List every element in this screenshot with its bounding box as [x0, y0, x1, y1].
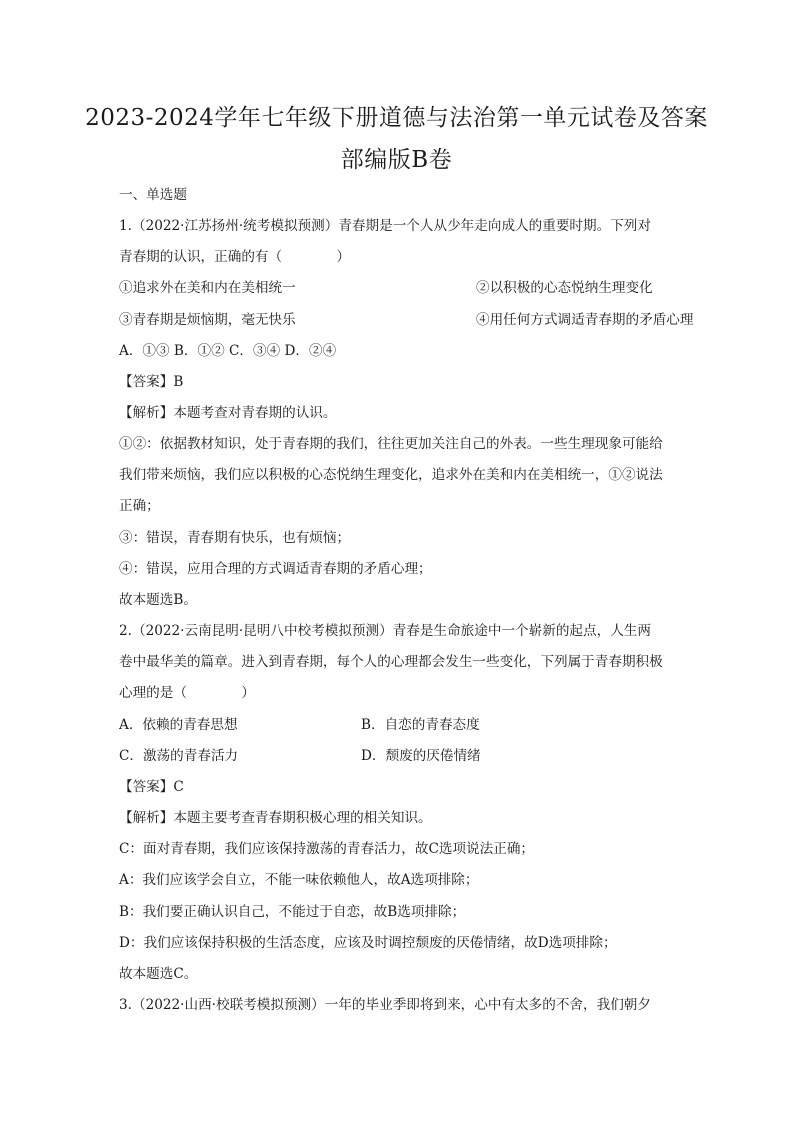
q1-explanation-line2: 我们带来烦恼，我们应以积极的心态悦纳生理变化，追求外在美和内在美相统一，①②说法: [119, 467, 663, 483]
q2-option-d: D．颓废的厌倦情绪: [361, 748, 481, 764]
q1-explanation-line1: ①②：依据教材知识，处于青春期的我们，往往更加关注自己的外表。一些生理现象可能给: [119, 436, 663, 452]
q2-option-a: A．依赖的青春思想: [119, 717, 238, 733]
q1-stem-line1: 1.（2022·江苏扬州·统考模拟预测）青春期是一个人从少年走向成人的重要时期。下列对: [119, 218, 651, 234]
q2-stem-line3: 心理的是（ ）: [119, 685, 255, 701]
q3-stem-line1: 3.（2022·山西·校联考模拟预测）一年的毕业季即将到来，心中有太多的不舍，我们朝夕: [119, 997, 651, 1013]
q2-option-c: C．激荡的青春活力: [119, 748, 239, 764]
document-subtitle: 部编版B卷: [340, 147, 453, 173]
q2-explanation-line4: D：我们应该保持积极的生活态度，应该及时调控颓废的厌倦情绪，故D选项排除；: [119, 935, 617, 951]
q1-stem-line2: 青春期的认识，正确的有（ ）: [119, 249, 351, 265]
q2-option-row2: [119, 747, 481, 765]
q2-explanation-line2: A：我们应该学会自立，不能一味依赖他人，故A选项排除；: [119, 872, 479, 888]
q1-option-4: ④用任何方式调适青春期的矛盾心理: [476, 312, 694, 328]
q1-explanation-line4: ③：错误，青春期有快乐，也有烦恼；: [119, 530, 351, 546]
q2-explanation-line1: C：面对青春期，我们应该保持激荡的青春活力，故C选项说法正确；: [119, 841, 535, 857]
q1-conclusion: 故本题选B。: [119, 592, 197, 608]
q2-option-row1: [119, 716, 480, 734]
q2-answer: 【答案】C: [119, 779, 184, 795]
q1-option-1: ①追求外在美和内在美相统一: [119, 280, 296, 296]
q1-explanation-line3: 正确；: [119, 498, 160, 514]
q2-stem-line2: 卷中最华美的篇章。进入到青春期，每个人的心理都会发生一些变化，下列属于青春期积极: [119, 654, 663, 670]
q1-answer: 【答案】B: [119, 374, 184, 390]
section-heading: 一、单选题: [119, 187, 187, 203]
q2-explanation-line3: B：我们要正确认识自己，不能过于自恋，故B选项排除；: [119, 904, 466, 920]
q1-option-row2: [119, 311, 694, 329]
q2-option-b: B．自恋的青春态度: [361, 717, 480, 733]
q1-option-row1: [119, 279, 653, 297]
q2-stem-line1: 2.（2022·云南昆明·昆明八中校考模拟预测）青春是生命旅途中一个崭新的起点，人生两: [119, 623, 651, 639]
q1-option-3: ③青春期是烦恼期，毫无快乐: [119, 312, 296, 328]
q2-conclusion: 故本题选C。: [119, 966, 198, 982]
q1-choices: A．①③ B．①② C．③④ D．②④: [119, 343, 337, 359]
document-title: 2023-2024学年七年级下册道德与法治第一单元试卷及答案: [85, 105, 708, 131]
q2-analysis: 【解析】本题主要考查青春期积极心理的相关知识。: [119, 810, 432, 826]
q1-explanation-line5: ④：错误，应用合理的方式调适青春期的矛盾心理；: [119, 561, 432, 577]
q1-analysis: 【解析】本题考查对青春期的认识。: [119, 405, 337, 421]
q1-option-2: ②以积极的心态悦纳生理变化: [476, 280, 653, 296]
